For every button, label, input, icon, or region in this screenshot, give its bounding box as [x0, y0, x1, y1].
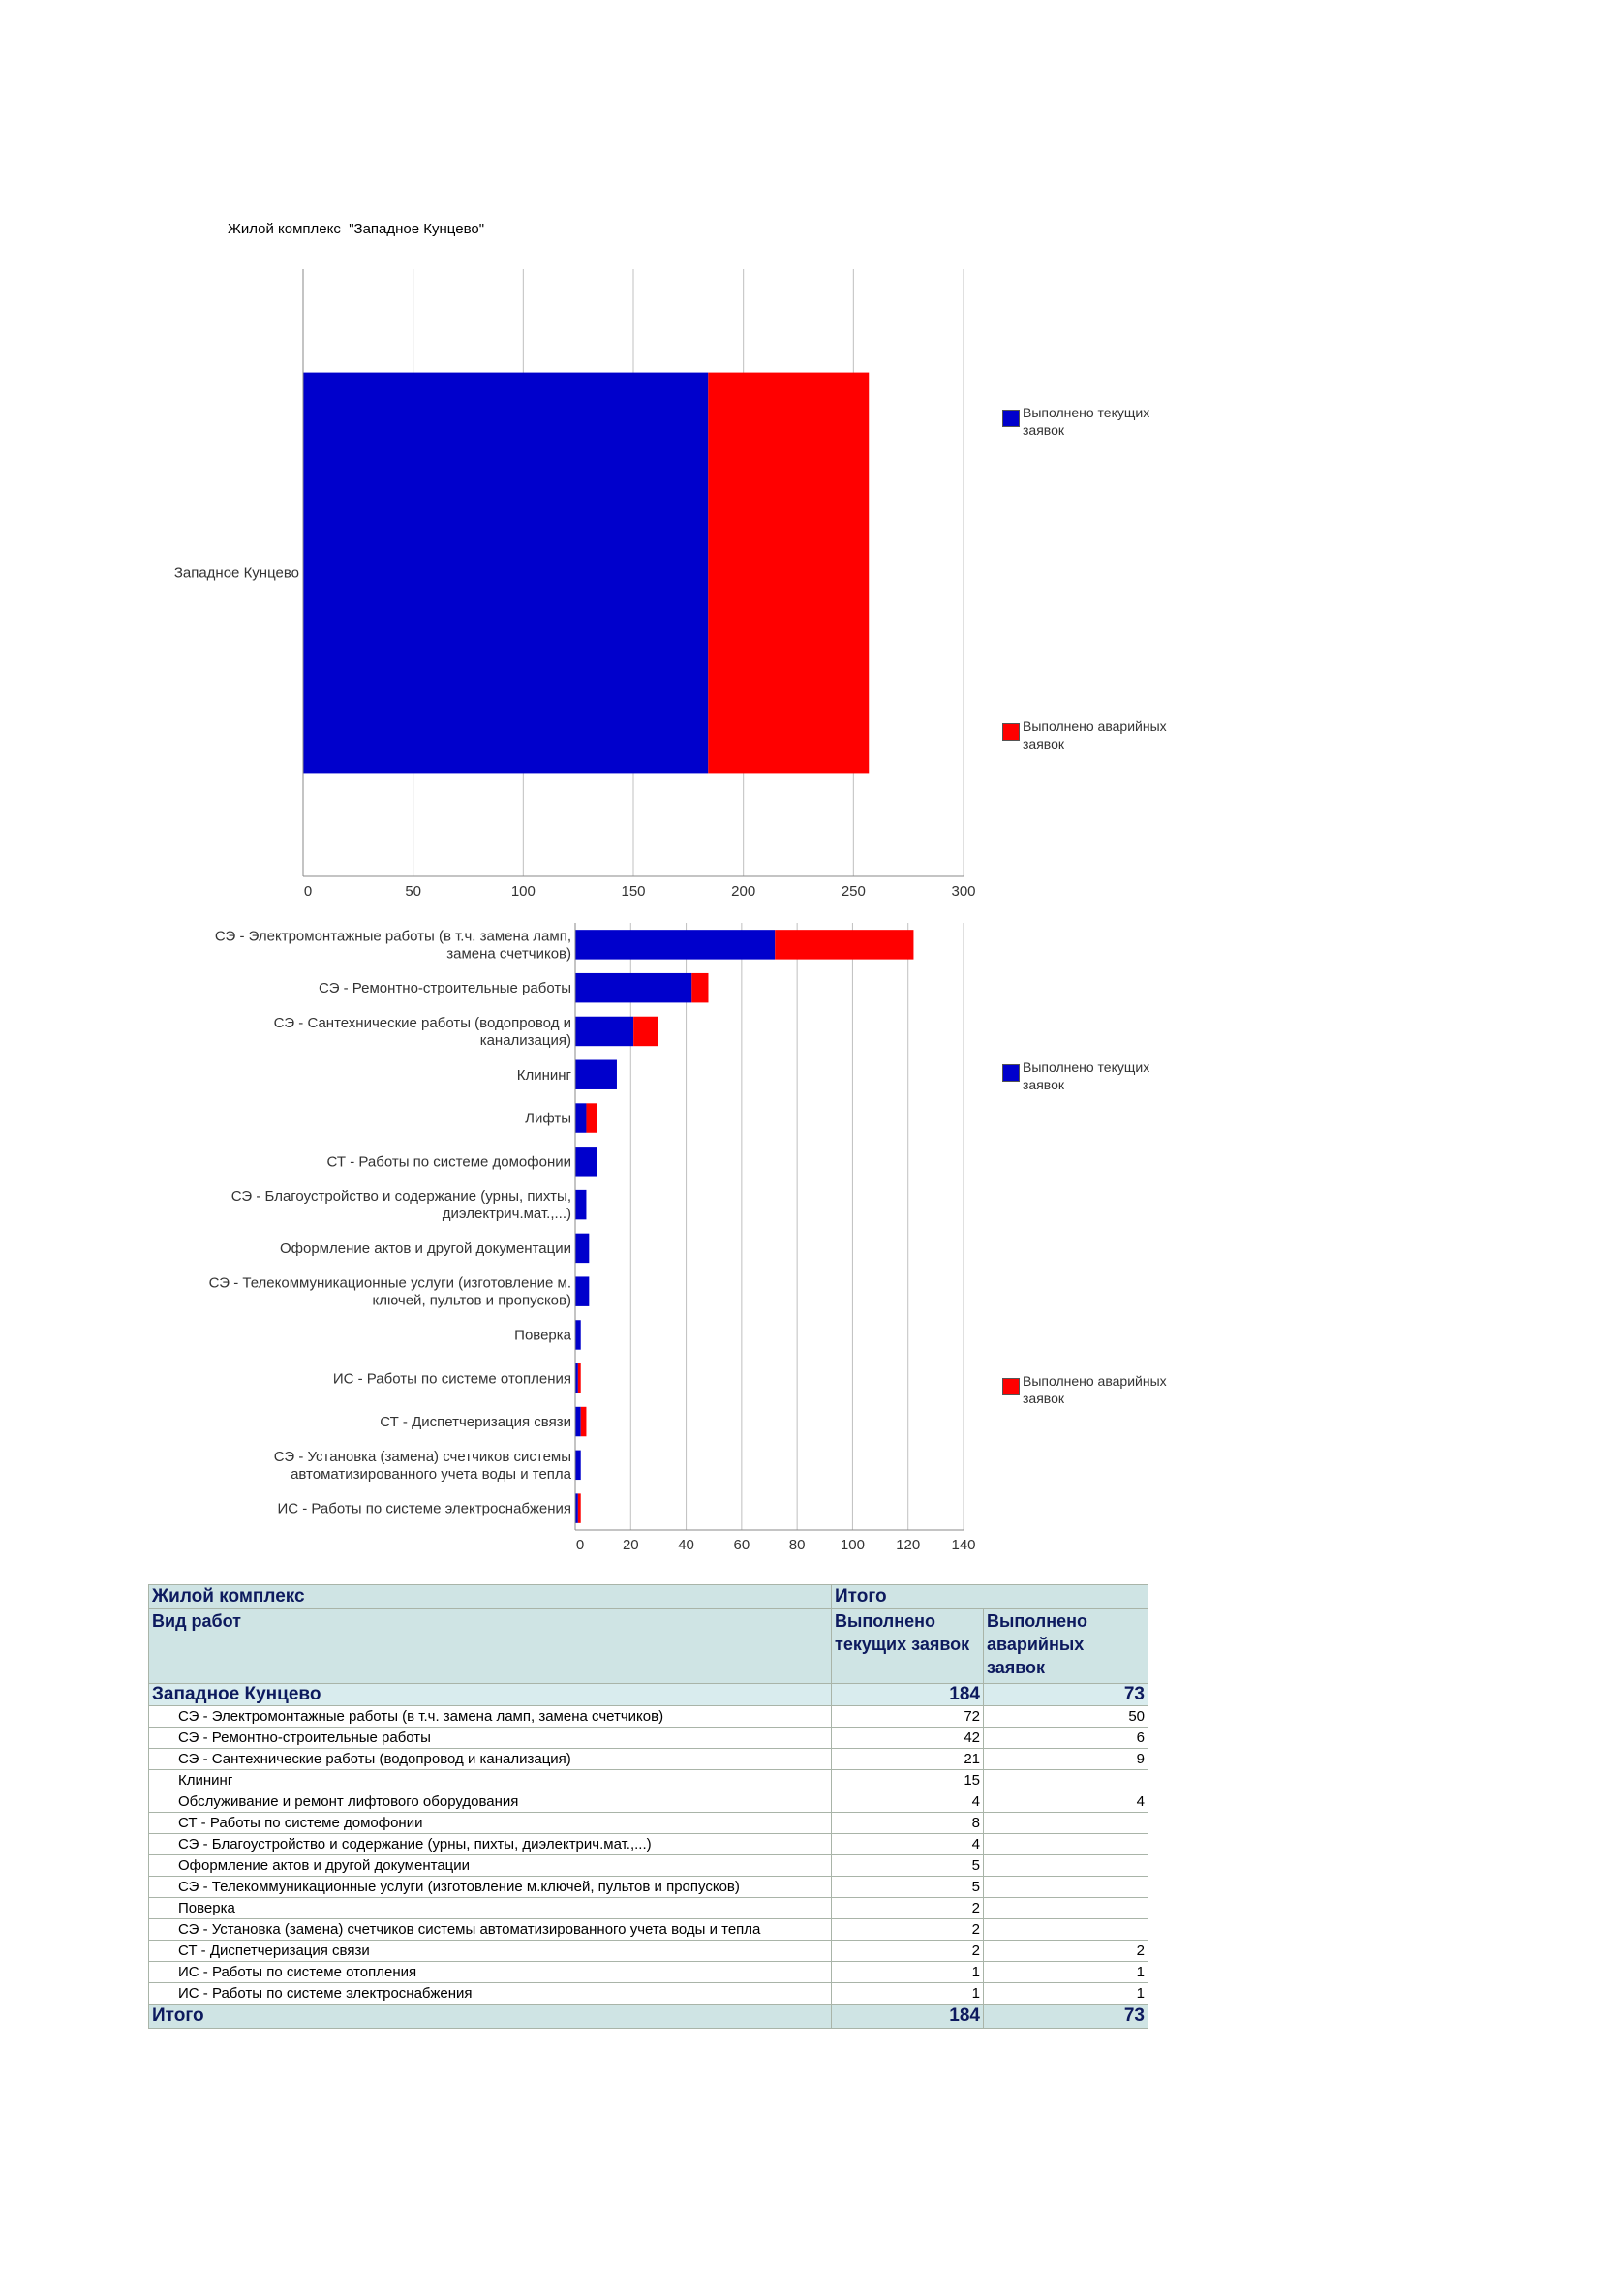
row-name: СЭ - Сантехнические работы (водопровод и канализация) [149, 1749, 832, 1770]
header-total: Итого [832, 1585, 1148, 1609]
row-name: СЭ - Электромонтажные работы (в т.ч. замена ламп, замена счетчиков) [149, 1706, 832, 1728]
group-name: Западное Кунцево [149, 1684, 832, 1706]
table-header-row [149, 1585, 1148, 1609]
table-subheader-row [149, 1609, 1148, 1684]
x-tick-label: 60 [733, 1537, 750, 1553]
row-current: 8 [832, 1813, 984, 1834]
row-emergency [984, 1855, 1148, 1877]
header-emergency: Выполнено аварийных заявок [984, 1609, 1148, 1684]
bar-current [575, 1147, 597, 1176]
x-tick-label: 300 [951, 883, 976, 900]
legend-label-emergency: Выполнено аварийных заявок [1023, 719, 1167, 751]
row-current: 2 [832, 1919, 984, 1941]
table-row [149, 1983, 1148, 2005]
row-current: 72 [832, 1706, 984, 1728]
bar-emergency [691, 973, 708, 1002]
total-current: 184 [832, 2005, 984, 2029]
row-emergency [984, 1877, 1148, 1898]
x-tick-label: 140 [951, 1537, 976, 1553]
category-label: Лифты [525, 1110, 571, 1127]
row-name: Обслуживание и ремонт лифтового оборудования [149, 1791, 832, 1813]
category-label: СЭ - Благоустройство и содержание (урны, пихты, диэлектрич.мат.,...) [230, 1188, 571, 1223]
page-title: Жилой комплекс "Западное Кунцево" [228, 221, 485, 237]
row-emergency: 2 [984, 1941, 1148, 1962]
bar-emergency [581, 1407, 587, 1436]
x-tick-label: 0 [575, 1537, 585, 1553]
table-row [149, 1855, 1148, 1877]
x-tick-label: 200 [731, 883, 756, 900]
row-emergency: 1 [984, 1962, 1148, 1983]
bar-emergency [578, 1493, 581, 1522]
total-row [149, 2005, 1148, 2029]
row-emergency [984, 1898, 1148, 1919]
x-tick-label: 120 [896, 1537, 921, 1553]
row-emergency: 50 [984, 1706, 1148, 1728]
table-row [149, 1813, 1148, 1834]
category-label: СЭ - Ремонтно-строительные работы [319, 980, 571, 997]
bar-emergency [578, 1363, 581, 1393]
total-label: Итого [149, 2005, 832, 2029]
summary-bar-chart [0, 261, 1622, 901]
bar-current [303, 373, 708, 774]
x-tick-label: 20 [622, 1537, 639, 1553]
row-current: 5 [832, 1877, 984, 1898]
header-current: Выполнено текущих заявок [832, 1609, 984, 1684]
category-label: СТ - Диспетчеризация связи [380, 1414, 571, 1431]
table-row [149, 1770, 1148, 1791]
row-current: 1 [832, 1983, 984, 2005]
bar-current [575, 1103, 586, 1132]
legend-label-current: Выполнено текущих заявок [1023, 1059, 1150, 1092]
bar-emergency [586, 1103, 597, 1132]
x-tick-label: 100 [510, 883, 536, 900]
category-label: СЭ - Установка (замена) счетчиков системы автоматизированного учета воды и тепла [273, 1448, 571, 1483]
table-row [149, 1898, 1148, 1919]
bar-current [575, 1060, 617, 1089]
category-label: СТ - Работы по системе домофонии [326, 1153, 571, 1171]
row-emergency: 6 [984, 1728, 1148, 1749]
breakdown-bar-chart [0, 915, 1622, 1554]
header-work-type: Вид работ [149, 1609, 832, 1684]
row-emergency: 4 [984, 1791, 1148, 1813]
table-row [149, 1941, 1148, 1962]
row-current: 15 [832, 1770, 984, 1791]
row-current: 1 [832, 1962, 984, 1983]
row-name: СТ - Работы по системе домофонии [149, 1813, 832, 1834]
table-row [149, 1706, 1148, 1728]
category-label: ИС - Работы по системе электроснабжения [277, 1500, 571, 1517]
legend-swatch-current [1002, 410, 1020, 427]
bar-current [575, 1234, 589, 1263]
row-name: СЭ - Благоустройство и содержание (урны, пихты, диэлектрич.мат.,...) [149, 1834, 832, 1855]
x-tick-label: 40 [678, 1537, 694, 1553]
x-tick-label: 80 [788, 1537, 806, 1553]
bar-current [575, 1276, 589, 1305]
category-label: СЭ - Сантехнические работы (водопровод и канализация) [273, 1014, 571, 1049]
x-tick-label: 50 [405, 883, 422, 900]
category-label: СЭ - Электромонтажные работы (в т.ч. замена ламп, замена счетчиков) [214, 928, 571, 963]
category-label: Поверка [514, 1327, 571, 1344]
legend-swatch-emergency [1002, 1378, 1020, 1395]
table-row [149, 1877, 1148, 1898]
bar-current [575, 1407, 581, 1436]
group-current: 184 [832, 1684, 984, 1706]
group-emergency: 73 [984, 1684, 1148, 1706]
category-label: Клининг [516, 1066, 571, 1084]
row-name: Оформление актов и другой документации [149, 1855, 832, 1877]
header-complex: Жилой комплекс [149, 1585, 832, 1609]
legend-label-current: Выполнено текущих заявок [1023, 405, 1150, 438]
total-emergency: 73 [984, 2005, 1148, 2029]
table-row [149, 1791, 1148, 1813]
bar-emergency [775, 930, 913, 959]
table-row [149, 1749, 1148, 1770]
row-emergency [984, 1770, 1148, 1791]
bar-current [575, 1320, 581, 1349]
legend-label-emergency: Выполнено аварийных заявок [1023, 1373, 1167, 1406]
row-name: СЭ - Установка (замена) счетчиков системы автоматизированного учета воды и тепла [149, 1919, 832, 1941]
bar-current [575, 930, 775, 959]
bar-emergency [633, 1017, 658, 1046]
row-emergency [984, 1834, 1148, 1855]
legend-swatch-emergency [1002, 723, 1020, 741]
x-tick-label: 150 [621, 883, 646, 900]
bar-current [575, 1451, 581, 1480]
category-label: Западное Кунцево [173, 565, 299, 582]
row-name: Поверка [149, 1898, 832, 1919]
bar-current [575, 1190, 586, 1219]
bar-current [575, 1017, 633, 1046]
row-name: ИС - Работы по системе отопления [149, 1962, 832, 1983]
table-row [149, 1962, 1148, 1983]
row-name: СЭ - Телекоммуникационные услуги (изготовление м.ключей, пультов и пропусков) [149, 1877, 832, 1898]
row-current: 42 [832, 1728, 984, 1749]
row-emergency [984, 1813, 1148, 1834]
bar-emergency [708, 373, 869, 774]
bar-current [575, 973, 691, 1002]
category-label: ИС - Работы по системе отопления [332, 1370, 571, 1388]
table-row [149, 1919, 1148, 1941]
summary-table [148, 1584, 1148, 2029]
category-label: СЭ - Телекоммуникационные услуги (изготовление м. ключей, пультов и пропусков) [208, 1274, 571, 1309]
row-emergency [984, 1919, 1148, 1941]
row-name: Клининг [149, 1770, 832, 1791]
row-name: СТ - Диспетчеризация связи [149, 1941, 832, 1962]
row-emergency: 1 [984, 1983, 1148, 2005]
row-name: СЭ - Ремонтно-строительные работы [149, 1728, 832, 1749]
table-row [149, 1834, 1148, 1855]
row-current: 2 [832, 1898, 984, 1919]
legend-swatch-current [1002, 1064, 1020, 1082]
row-current: 5 [832, 1855, 984, 1877]
row-current: 4 [832, 1791, 984, 1813]
x-tick-label: 0 [303, 883, 313, 900]
row-emergency: 9 [984, 1749, 1148, 1770]
row-current: 21 [832, 1749, 984, 1770]
row-current: 4 [832, 1834, 984, 1855]
row-name: ИС - Работы по системе электроснабжения [149, 1983, 832, 2005]
row-current: 2 [832, 1941, 984, 1962]
table-row [149, 1728, 1148, 1749]
category-label: Оформление актов и другой документации [279, 1240, 571, 1257]
x-tick-label: 250 [841, 883, 866, 900]
group-row [149, 1684, 1148, 1706]
x-tick-label: 100 [840, 1537, 865, 1553]
